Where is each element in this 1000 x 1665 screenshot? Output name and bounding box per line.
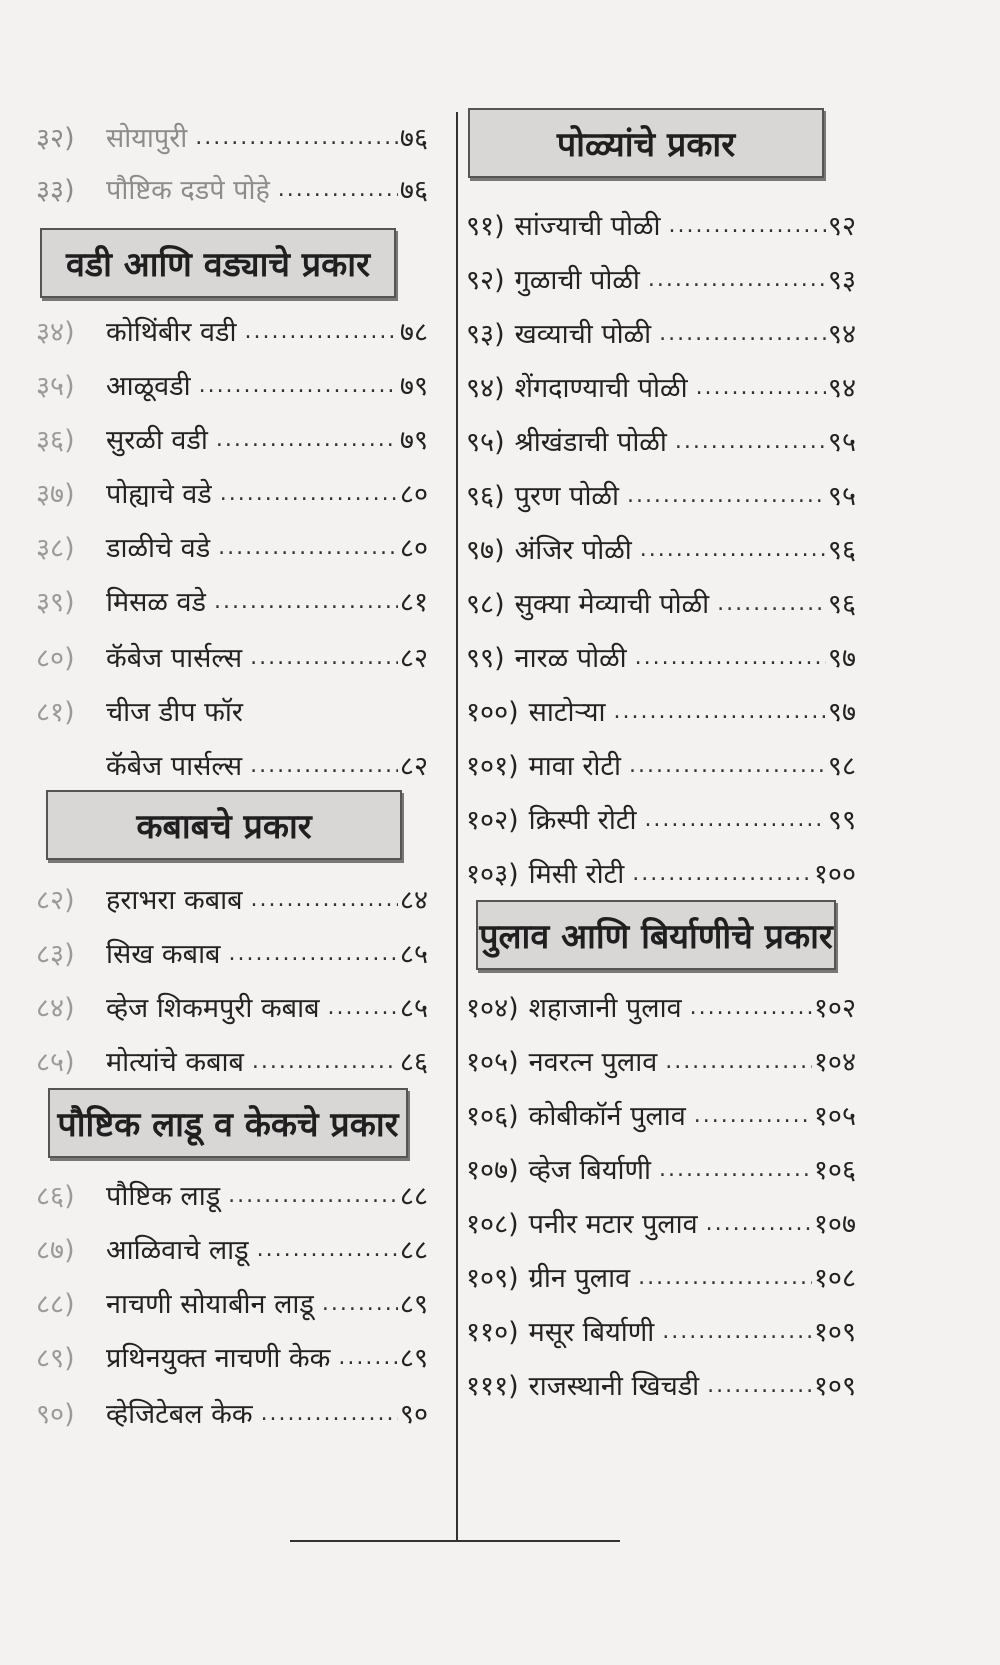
list-item: ३४) कोथिंबीर वडी ..... ७८: [36, 312, 428, 352]
list-item: ९९) नारळ पोळी ..... ९७: [466, 638, 856, 678]
list-item: ९५) श्रीखंडाची पोळी ..... ९५: [466, 422, 856, 462]
section-heading-poli: पोळ्यांचे प्रकार: [468, 108, 824, 178]
list-item: ३३) पौष्टिक दडपे पोहे ..... ७६: [36, 170, 428, 210]
list-item: १०६) कोबीकॉर्न पुलाव ..... १०५: [466, 1096, 856, 1136]
list-item: १०८) पनीर मटार पुलाव ..... १०७: [466, 1204, 856, 1244]
list-item: ८१) चीज डीप फॉर: [36, 696, 243, 728]
list-item: १००) साटोऱ्या ..... ९७: [466, 692, 856, 732]
list-item: ९३) खव्याची पोळी ..... ९४: [466, 314, 856, 354]
list-item: १०३) मिसी रोटी ..... १००: [466, 854, 856, 894]
list-item: ९७) अंजिर पोळी ..... ९६: [466, 530, 856, 570]
list-item: ८८) नाचणी सोयाबीन लाडू ..... ८९: [36, 1284, 428, 1324]
list-item: ९०) व्हेजिटेबल केक ..... ९०: [36, 1394, 428, 1434]
list-item: ८०) कॅबेज पार्सल्स ..... ८२: [36, 638, 428, 678]
list-item: ९१) सांज्याची पोळी ..... ९२: [466, 206, 856, 246]
section-heading-vadi: वडी आणि वड्याचे प्रकार: [40, 228, 396, 298]
list-item: १११) राजस्थानी खिचडी ..... १०९: [466, 1366, 856, 1406]
list-item: ९४) शेंगदाण्याची पोळी ..... ९४: [466, 368, 856, 408]
section-heading-pulav: पुलाव आणि बिर्याणीचे प्रकार: [476, 900, 836, 970]
list-item: ८६) पौष्टिक लाडू ..... ८८: [36, 1176, 428, 1216]
list-item: ८४) व्हेज शिकमपुरी कबाब ..... ८५: [36, 988, 428, 1028]
list-item: ९२) गुळाची पोळी ..... ९३: [466, 260, 856, 300]
list-item: ९६) पुरण पोळी ..... ९५: [466, 476, 856, 516]
list-item: ८९) प्रथिनयुक्त नाचणी केक ..... ८९: [36, 1338, 428, 1378]
list-item: ३९) मिसळ वडे ..... ८१: [36, 582, 428, 622]
list-item: १०४) शहाजानी पुलाव ..... १०२: [466, 988, 856, 1028]
list-item: ८३) सिख कबाब ..... ८५: [36, 934, 428, 974]
list-item: ९८) सुक्या मेव्याची पोळी ..... ९६: [466, 584, 856, 624]
list-item: १०२) क्रिस्पी रोटी ..... ९९: [466, 800, 856, 840]
list-item: १०९) ग्रीन पुलाव ..... १०८: [466, 1258, 856, 1298]
list-item: ३६) सुरळी वडी ..... ७९: [36, 420, 428, 460]
list-item: ३५) आळूवडी ..... ७९: [36, 366, 428, 406]
list-item: १०७) व्हेज बिर्याणी ..... १०६: [466, 1150, 856, 1190]
list-item: ८५) मोत्यांचे कबाब ..... ८६: [36, 1042, 428, 1082]
section-heading-ladu: पौष्टिक लाडू व केकचे प्रकार: [48, 1088, 408, 1158]
column-divider: [456, 112, 458, 1542]
list-item: ३८) डाळीचे वडे ..... ८०: [36, 528, 428, 568]
list-item: ३७) पोह्याचे वडे ..... ८०: [36, 474, 428, 514]
list-item: कॅबेज पार्सल्स ..... ८२: [36, 746, 428, 786]
list-item: १०१) मावा रोटी ..... ९८: [466, 746, 856, 786]
bottom-rule: [290, 1540, 620, 1542]
list-item: ३२) सोयापुरी ..... ७६: [36, 118, 428, 158]
list-item: १०५) नवरत्न पुलाव ..... १०४: [466, 1042, 856, 1082]
section-heading-kabab: कबाबचे प्रकार: [46, 790, 402, 860]
list-item: ११०) मसूर बिर्याणी ..... १०९: [466, 1312, 856, 1352]
list-item: ८२) हराभरा कबाब ..... ८४: [36, 880, 428, 920]
list-item: ८७) आळिवाचे लाडू ..... ८८: [36, 1230, 428, 1270]
